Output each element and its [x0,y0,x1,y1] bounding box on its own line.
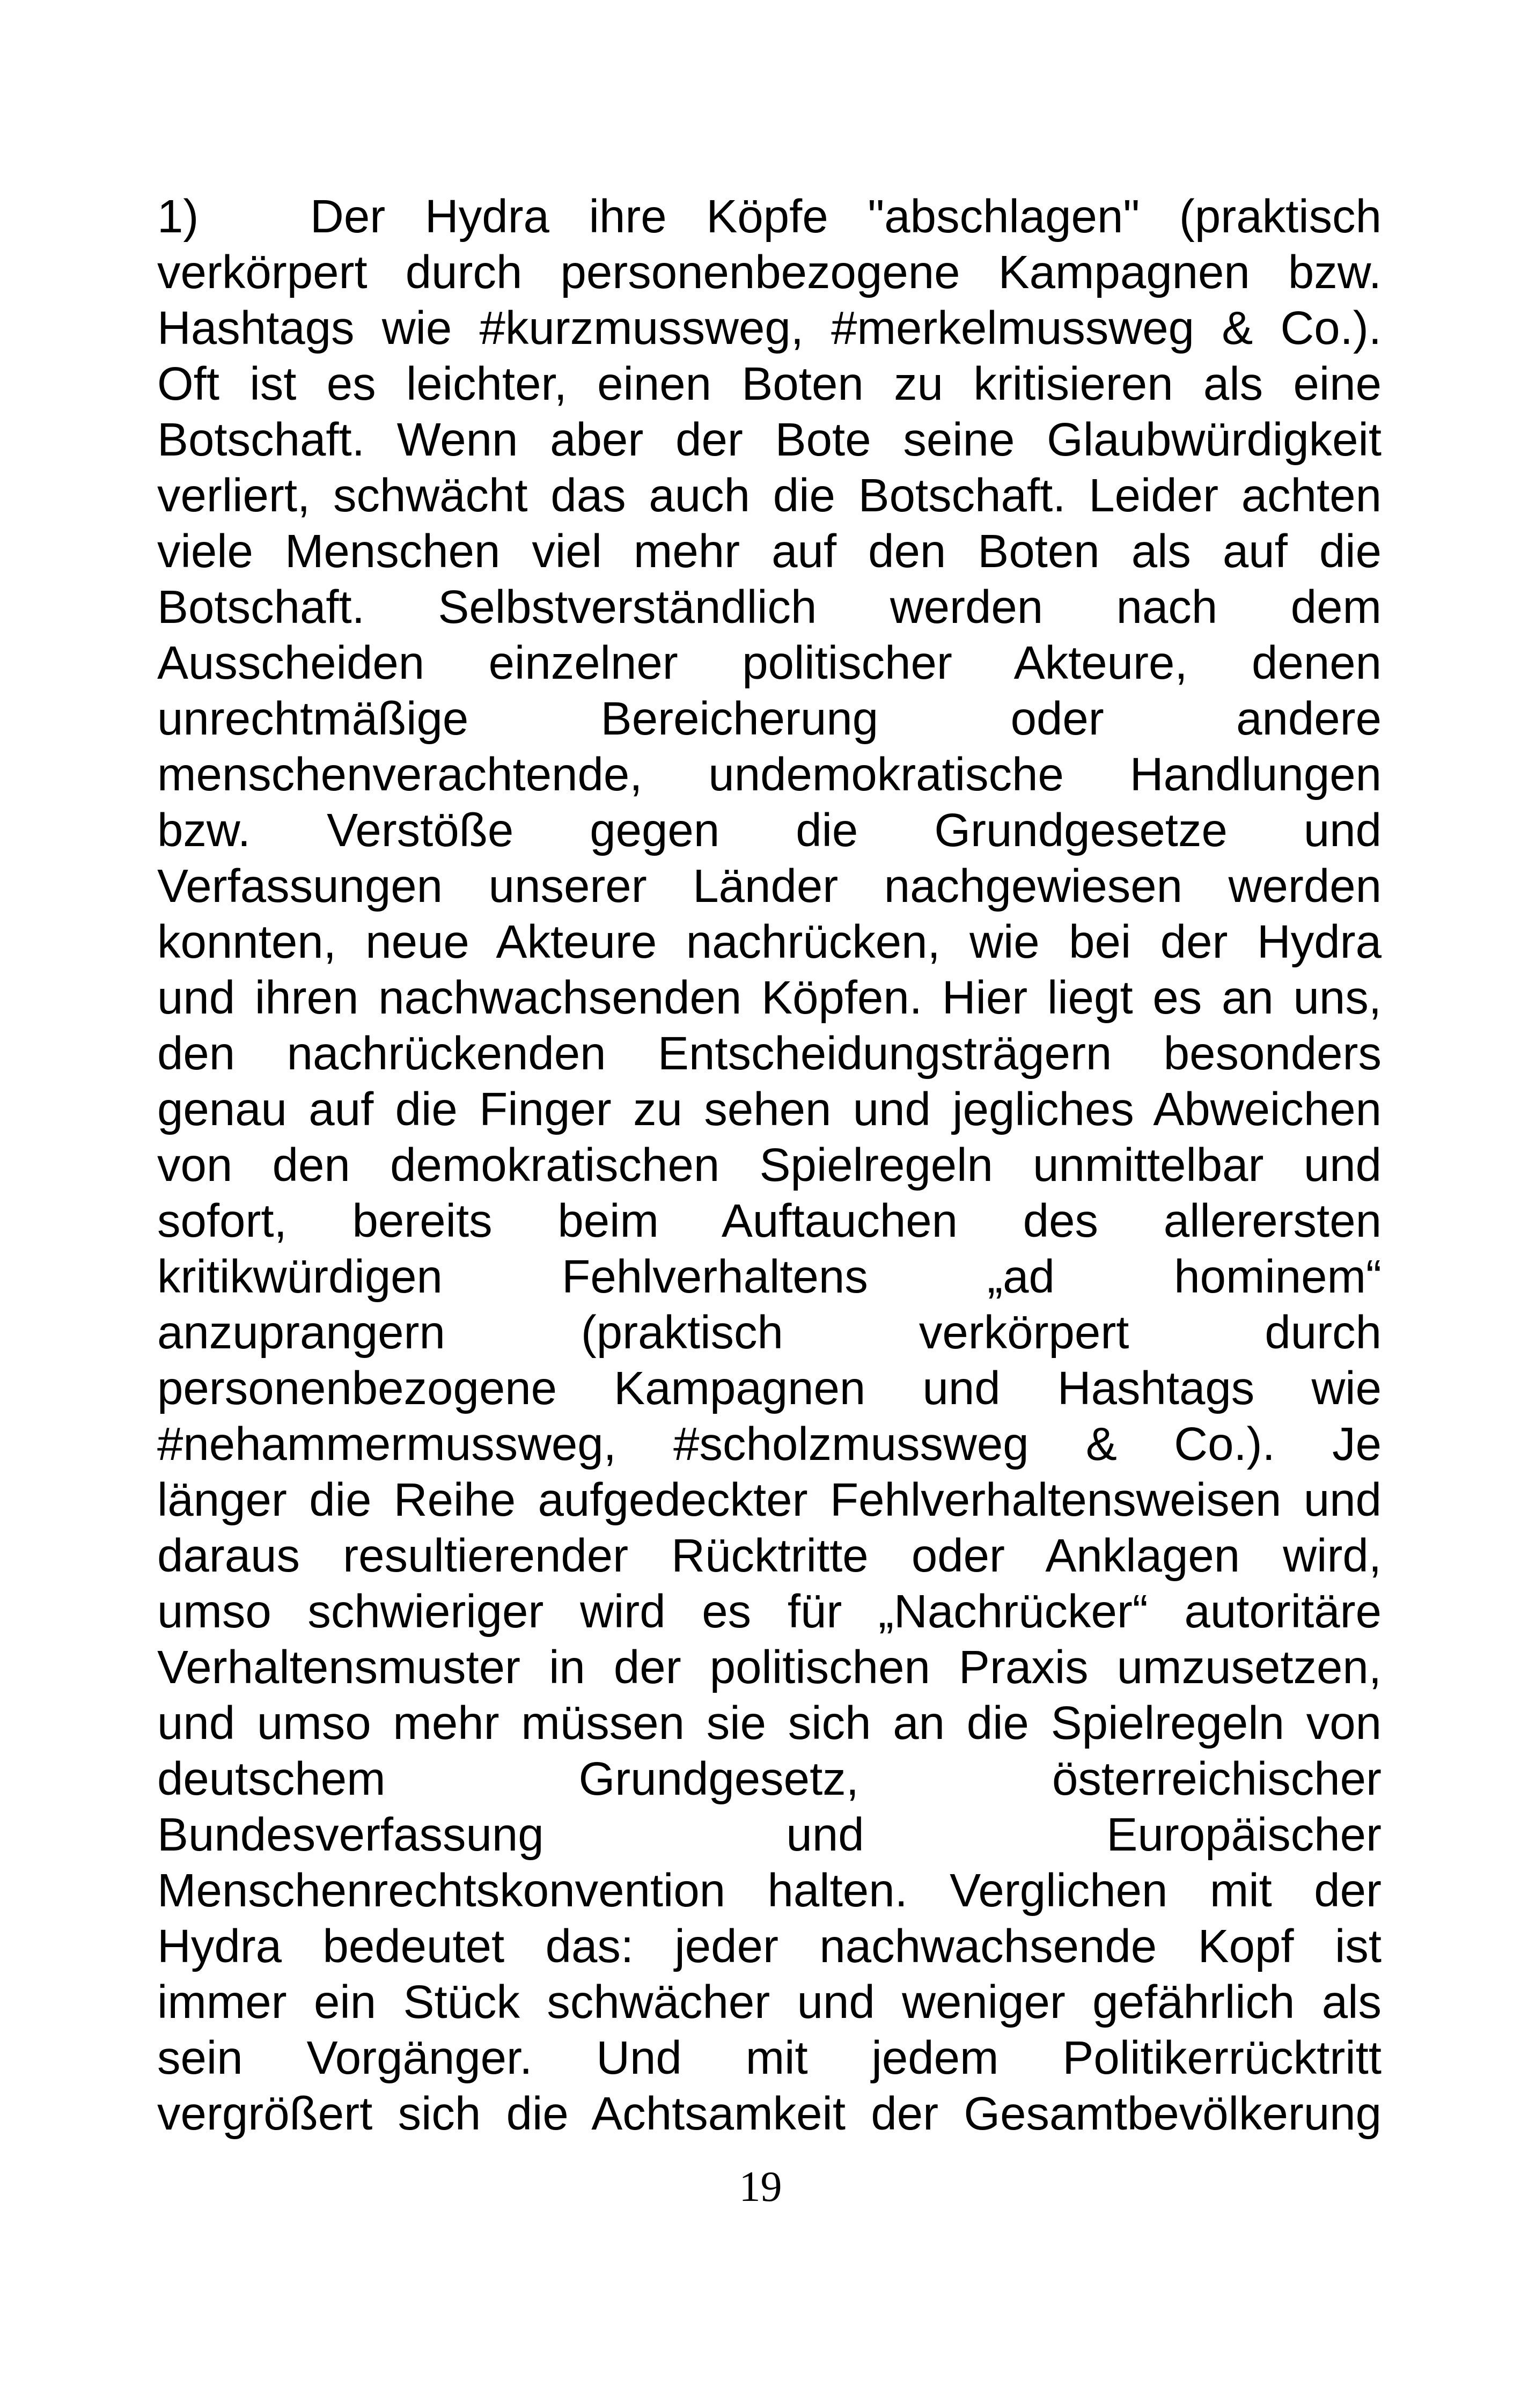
text-line: und ihren nachwachsenden Köpfen. Hier liegt es an uns, [157,972,1382,1024]
text-line: von den demokratischen Spielregeln unmittelbar und [157,1139,1382,1191]
text-line: Botschaft. Wenn aber der Bote seine Glaubwürdigkeit [157,414,1382,466]
text-line: vergrößert sich die Achtsamkeit der Gesamtbevölkerung [157,2088,1382,2140]
text-line: personenbezogene Kampagnen und Hashtags wie [157,1362,1382,1414]
text-line: verkörpert durch personenbezogene Kampagnen bzw. [157,246,1382,298]
body-paragraph [157,189,1382,2142]
paragraph-number: 1) [157,190,199,243]
page-number: 19 [739,2163,782,2211]
text-line: länger die Reihe aufgedeckter Fehlverhaltensweisen und [157,1474,1382,1526]
text-line: und umso mehr müssen sie sich an die Spielregeln von [157,1697,1382,1749]
text-line: Der Hydra ihre Köpfe "abschlagen" (praktisch [310,190,1382,243]
text-line: anzuprangern (praktisch verkörpert durch [157,1306,1382,1359]
text-line: genau auf die Finger zu sehen und jegliches Abweichen [157,1083,1382,1135]
text-line: Bundesverfassung und Europäischer [157,1809,1382,1861]
paragraph-first-line [157,189,1382,245]
text-line: #nehammermussweg, #scholzmussweg & Co.). Je [157,1418,1382,1470]
text-line: Oft ist es leichter, einen Boten zu kritisieren als eine [157,358,1382,410]
text-line: Hashtags wie #kurzmussweg, #merkelmussweg & Co.). [157,302,1382,354]
text-line: viele Menschen viel mehr auf den Boten als auf die [157,525,1382,577]
text-line: umso schwieriger wird es für „Nachrücker“ autoritäre [157,1585,1382,1638]
text-line: sein Vorgänger. Und mit jedem Politikerrücktritt [157,2032,1382,2084]
text-line: Ausscheiden einzelner politischer Akteure, denen [157,637,1382,689]
text-line: unrechtmäßige Bereicherung oder andere [157,693,1382,745]
text-line: Verfassungen unserer Länder nachgewiesen werden [157,860,1382,912]
text-line: Hydra bedeutet das: jeder nachwachsende Kopf ist [157,1920,1382,1972]
text-line: Menschenrechtskonvention halten. Verglichen mit der [157,1864,1382,1917]
text-line: daraus resultierender Rücktritte oder Anklagen wird, [157,1530,1382,1582]
text-line: konnten, neue Akteure nachrücken, wie bei der Hydra [157,916,1382,968]
text-line: verliert, schwächt das auch die Botschaft. Leider achten [157,469,1382,522]
text-line: den nachrückenden Entscheidungsträgern besonders [157,1027,1382,1080]
text-line: deutschem Grundgesetz, österreichischer [157,1753,1382,1805]
text-line: bzw. Verstöße gegen die Grundgesetze und [157,804,1382,856]
text-line: Verhaltensmuster in der politischen Praxis umzusetzen, [157,1641,1382,1693]
text-line: menschenverachtende, undemokratische Handlungen [157,748,1382,801]
text-line: kritikwürdigen Fehlverhaltens „ad hominem“ [157,1251,1382,1303]
text-line: sofort, bereits beim Auftauchen des allerersten [157,1195,1382,1247]
text-line: immer ein Stück schwächer und weniger gefährlich als [157,1976,1382,2028]
text-line: Botschaft. Selbstverständlich werden nach dem [157,581,1382,633]
